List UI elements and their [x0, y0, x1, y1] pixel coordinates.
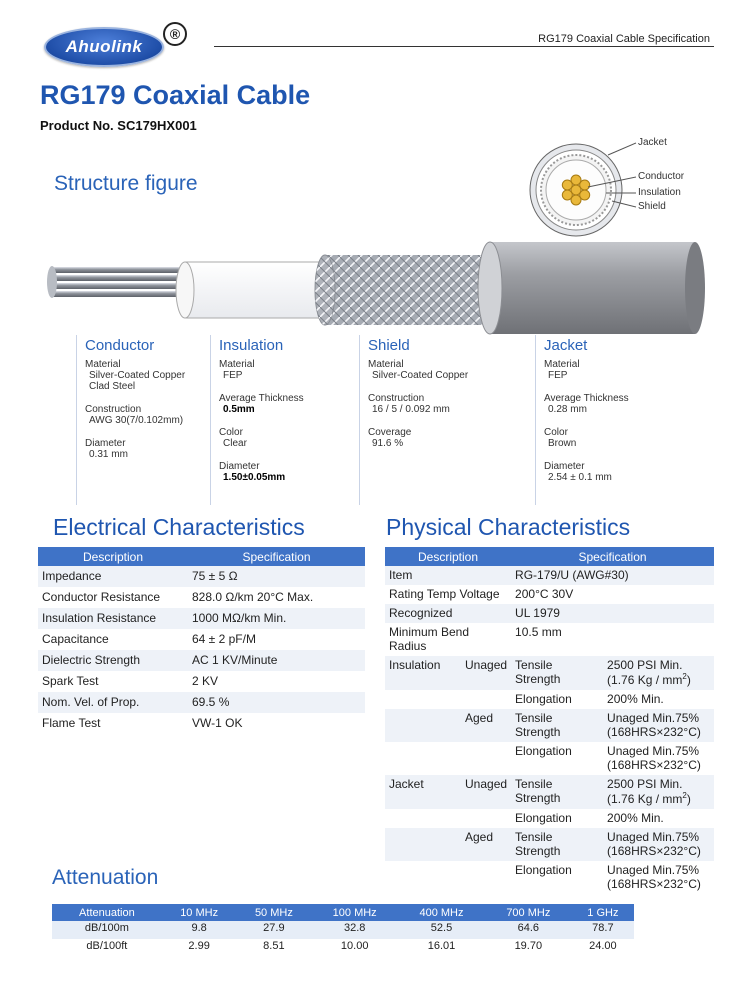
cross-section-drawing — [528, 135, 638, 245]
cell — [603, 828, 714, 861]
cell: Unaged — [461, 775, 511, 809]
table-row — [385, 775, 714, 809]
component-title: Insulation — [219, 337, 284, 354]
cell — [603, 742, 714, 775]
table-row — [385, 809, 714, 828]
cell — [461, 742, 511, 775]
cell: 10.5 mm — [515, 625, 562, 639]
structure-figure-heading: Structure figure — [54, 172, 198, 195]
table-row — [385, 709, 714, 742]
cell-line: 2500 PSI Min. — [607, 658, 683, 672]
table-row — [385, 585, 714, 604]
cell: Jacket — [385, 775, 461, 809]
column-header: 700 MHz — [485, 904, 572, 921]
cell: Item — [385, 566, 511, 585]
cell: Tensile Strength — [511, 775, 603, 809]
cell: Aged — [461, 828, 511, 861]
cell: 19.70 — [514, 940, 543, 952]
cable-illustration — [40, 237, 710, 337]
cell: 9.8 — [162, 921, 237, 939]
column-header: Specification — [511, 547, 714, 566]
column-header: Description — [38, 547, 188, 566]
cell: Tensile Strength — [511, 656, 603, 690]
electrical-table — [38, 547, 365, 734]
field-label: Material — [219, 359, 255, 370]
cell: VW-1 OK — [192, 716, 243, 730]
table-row — [38, 713, 365, 734]
field-label: Color — [544, 427, 568, 438]
cell: 69.5 % — [188, 692, 365, 713]
cell: Dielectric Strength — [38, 650, 188, 671]
component-title: Conductor — [85, 337, 155, 354]
field-value: 1.50±0.05mm — [223, 472, 286, 483]
cell: Insulation — [385, 656, 461, 690]
field-value: 0.5mm — [223, 404, 255, 415]
table-row — [385, 828, 714, 861]
cell: 10.00 — [340, 940, 369, 952]
cell-line: (168HRS×232°C) — [607, 844, 701, 858]
field-value: 91.6 % — [372, 438, 404, 449]
table-row — [38, 629, 365, 650]
column-header: Specification — [188, 547, 365, 566]
field-label: Material — [368, 359, 404, 370]
cell: RG-179/U (AWG#30) — [511, 566, 714, 585]
document-header-title: RG179 Coaxial Cable Specification — [538, 33, 710, 45]
column-header: Attenuation — [52, 904, 162, 921]
cell: UL 1979 — [511, 604, 714, 623]
physical-heading: Physical Characteristics — [386, 514, 631, 540]
cell: Elongation — [515, 811, 572, 825]
cell: Minimum Bend Radius — [389, 625, 470, 653]
cell: Tensile Strength — [511, 828, 603, 861]
field-label: Average Thickness — [544, 393, 629, 404]
cell-line: Unaged Min.75% — [607, 863, 700, 877]
column-header: 1 GHz — [572, 904, 634, 921]
table-row — [38, 587, 365, 608]
cell: 75 ± 5 Ω — [188, 566, 365, 587]
cell: 828.0 Ω/km 20°C Max. — [192, 590, 314, 604]
cell: Aged — [461, 709, 511, 742]
cell: Nom. Vel. of Prop. — [38, 692, 188, 713]
cell-line: (168HRS×232°C) — [607, 725, 701, 739]
component-insulation — [210, 335, 361, 505]
cell: 200% Min. — [607, 811, 664, 825]
field-label: Coverage — [368, 427, 412, 438]
table-row — [385, 861, 714, 894]
field-value: 16 / 5 / 0.092 mm — [372, 404, 450, 415]
product-number: Product No. SC179HX001 — [40, 118, 197, 133]
cell — [603, 861, 714, 894]
cell: 200°C 30V — [515, 587, 574, 601]
field-value: Silver-Coated Copper Clad Steel — [89, 370, 186, 392]
field-value: 2.54 ± 0.1 mm — [548, 472, 612, 483]
table-row — [38, 566, 365, 587]
field-label: Diameter — [85, 438, 126, 449]
field-label: Construction — [85, 404, 142, 415]
cell-line: ) — [686, 673, 691, 687]
table-row — [385, 623, 714, 656]
cell: Flame Test — [42, 716, 101, 730]
field-value: Brown — [548, 438, 577, 449]
cell: 1000 MΩ/km Min. — [188, 608, 365, 629]
cell: Spark Test — [42, 674, 99, 688]
cell — [603, 656, 714, 690]
table-row — [52, 939, 634, 957]
cell-line: ) — [686, 792, 691, 806]
field-label: Material — [85, 359, 121, 370]
field-value: 0.28 mm — [548, 404, 587, 415]
component-title: Shield — [368, 337, 410, 354]
field-value: AWG 30(7/0.102mm) — [89, 415, 184, 426]
table-row — [38, 608, 365, 629]
column-header: 50 MHz — [237, 904, 312, 921]
cell: 2.99 — [188, 940, 210, 952]
superscript: 2 — [682, 791, 687, 800]
cross-label-shield: Shield — [638, 201, 666, 212]
table-row — [385, 604, 714, 623]
field-value: 0.31 mm — [89, 449, 128, 460]
cell: 64.6 — [485, 921, 572, 939]
cell — [461, 809, 511, 828]
table-row — [52, 921, 634, 939]
cell: Recognized — [385, 604, 511, 623]
cell: 27.9 — [237, 921, 312, 939]
cell — [603, 709, 714, 742]
component-conductor — [76, 335, 227, 505]
table-row — [385, 690, 714, 709]
field-value: FEP — [548, 370, 568, 381]
cross-label-jacket: Jacket — [638, 137, 667, 148]
cell-line: Unaged Min.75% — [607, 830, 700, 844]
field-label: Construction — [368, 393, 425, 404]
cell: 16.01 — [427, 940, 456, 952]
cell: dB/100m — [52, 921, 162, 939]
cell: Elongation — [515, 744, 572, 758]
cell: Rating Temp Voltage — [389, 587, 500, 601]
component-title: Jacket — [544, 337, 588, 354]
cell: Insulation Resistance — [38, 608, 188, 629]
table-row — [38, 692, 365, 713]
cell: Conductor Resistance — [42, 590, 161, 604]
brand-logo — [44, 27, 164, 67]
field-value: Silver-Coated Copper — [372, 370, 469, 381]
cable-cross-section — [528, 135, 638, 245]
cell: 52.5 — [398, 921, 485, 939]
cell: Impedance — [38, 566, 188, 587]
cell: Capacitance — [42, 632, 109, 646]
field-label: Material — [544, 359, 580, 370]
attenuation-table — [52, 904, 634, 957]
cell: 24.00 — [589, 940, 617, 952]
cell: Elongation — [515, 863, 572, 877]
cell — [461, 861, 511, 894]
superscript: 2 — [682, 672, 687, 681]
electrical-heading: Electrical Characteristics — [53, 514, 305, 540]
table-row — [385, 656, 714, 690]
attenuation-heading: Attenuation — [52, 866, 159, 889]
cross-label-insulation: Insulation — [638, 187, 681, 198]
field-label: Diameter — [219, 461, 260, 472]
cell: Tensile Strength — [511, 709, 603, 742]
cell — [603, 775, 714, 809]
table-row — [38, 671, 365, 692]
cell: 200% Min. — [607, 692, 664, 706]
physical-table — [385, 547, 714, 894]
cell-line: (168HRS×232°C) — [607, 758, 701, 772]
cell: 78.7 — [572, 921, 634, 939]
cell: Elongation — [515, 692, 572, 706]
cell-line: (1.76 Kg / mm — [607, 792, 683, 806]
registered-mark: ® — [163, 22, 187, 46]
cell: 2 KV — [192, 674, 219, 688]
column-header: 10 MHz — [162, 904, 237, 921]
table-row — [38, 650, 365, 671]
cell-line: (1.76 Kg / mm — [607, 673, 683, 687]
column-header: Description — [385, 547, 511, 566]
field-label: Color — [219, 427, 243, 438]
cell: 64 ± 2 pF/M — [192, 632, 256, 646]
component-jacket — [535, 335, 686, 505]
field-label: Average Thickness — [219, 393, 304, 404]
cell — [461, 690, 511, 709]
cell-line: 2500 PSI Min. — [607, 777, 683, 791]
cell: Unaged — [461, 656, 511, 690]
table-row — [385, 566, 714, 585]
field-value: FEP — [223, 370, 243, 381]
field-label: Diameter — [544, 461, 585, 472]
cell: 8.51 — [263, 940, 285, 952]
cell-line: Unaged Min.75% — [607, 744, 700, 758]
cell: 32.8 — [311, 921, 398, 939]
table-row — [385, 742, 714, 775]
brand-name: Ahuolink — [65, 37, 143, 56]
column-header: 100 MHz — [311, 904, 398, 921]
cell: dB/100ft — [86, 940, 128, 952]
field-value: Clear — [223, 438, 247, 449]
cell: AC 1 KV/Minute — [188, 650, 365, 671]
column-header: 400 MHz — [398, 904, 485, 921]
header-divider — [214, 46, 714, 47]
cell-line: (168HRS×232°C) — [607, 877, 701, 891]
component-shield — [359, 335, 510, 505]
page-title: RG179 Coaxial Cable — [40, 80, 311, 110]
cross-label-conductor: Conductor — [638, 171, 685, 182]
cell-line: Unaged Min.75% — [607, 711, 700, 725]
